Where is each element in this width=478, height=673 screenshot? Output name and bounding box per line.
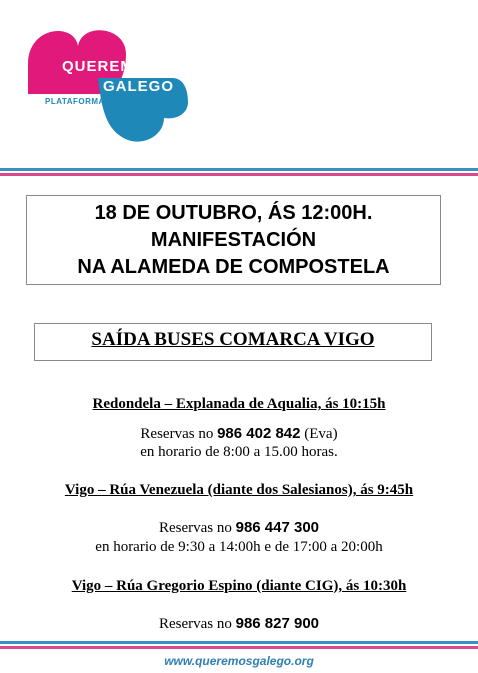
route-1-reservation (0, 425, 478, 443)
announcement-box (26, 195, 441, 285)
route-1-heading: Redondela – Explanada de Aqualia, ás 10:15h (92, 396, 386, 412)
logo-quer-part: QUEREMOS (62, 58, 158, 75)
footer-website[interactable]: www.queremosgalego.org (164, 654, 314, 668)
route-2-phone: 986 447 300 (235, 519, 320, 536)
route-2-reservation (0, 519, 478, 537)
route-3-phone: 986 827 900 (235, 615, 320, 632)
logo-plataforma-text: PLATAFORMA (45, 97, 105, 106)
top-rule-blue (0, 168, 478, 171)
route-3-reservation (0, 615, 478, 633)
queremos-galego-logo (22, 14, 192, 144)
logo-queremos-text (62, 58, 158, 75)
bottom-rule-blue (0, 641, 478, 644)
top-rule-pink (0, 173, 478, 176)
route-2-reserve-prefix: Reservas no (158, 520, 236, 536)
route-1-reserve-prefix: Reservas no (140, 426, 218, 442)
route-1-hours: en horario de 8:00 a 15.00 horas. (140, 444, 338, 460)
logo-exclamation: ! (176, 78, 181, 95)
route-3-heading: Vigo – Rúa Gregorio Espino (diante CIG), ás 10:30h (71, 578, 407, 594)
announcement-title: MANIFESTACIÓN (150, 229, 317, 251)
route-1-phone: 986 402 842 (217, 425, 301, 442)
subtitle: SAÍDA BUSES COMARCA VIGO (91, 329, 375, 350)
bottom-rule-pink (0, 646, 478, 649)
route-2-heading: Vigo – Rúa Venezuela (diante dos Salesianos), ás 9:45h (64, 482, 414, 498)
route-1-reserve-suffix: (Eva) (300, 426, 338, 442)
subtitle-box (34, 323, 432, 361)
announcement-date: 18 DE OUTUBRO, ÁS 12:00H. (94, 202, 373, 224)
route-2-hours: en horario de 9:30 a 14:00h e de 17:00 a 20:00h (95, 539, 383, 555)
logo-galego-text: GALEGO (103, 78, 175, 95)
announcement-location: NA ALAMEDA DE COMPOSTELA (77, 256, 390, 278)
route-3-reserve-prefix: Reservas no (158, 616, 236, 632)
